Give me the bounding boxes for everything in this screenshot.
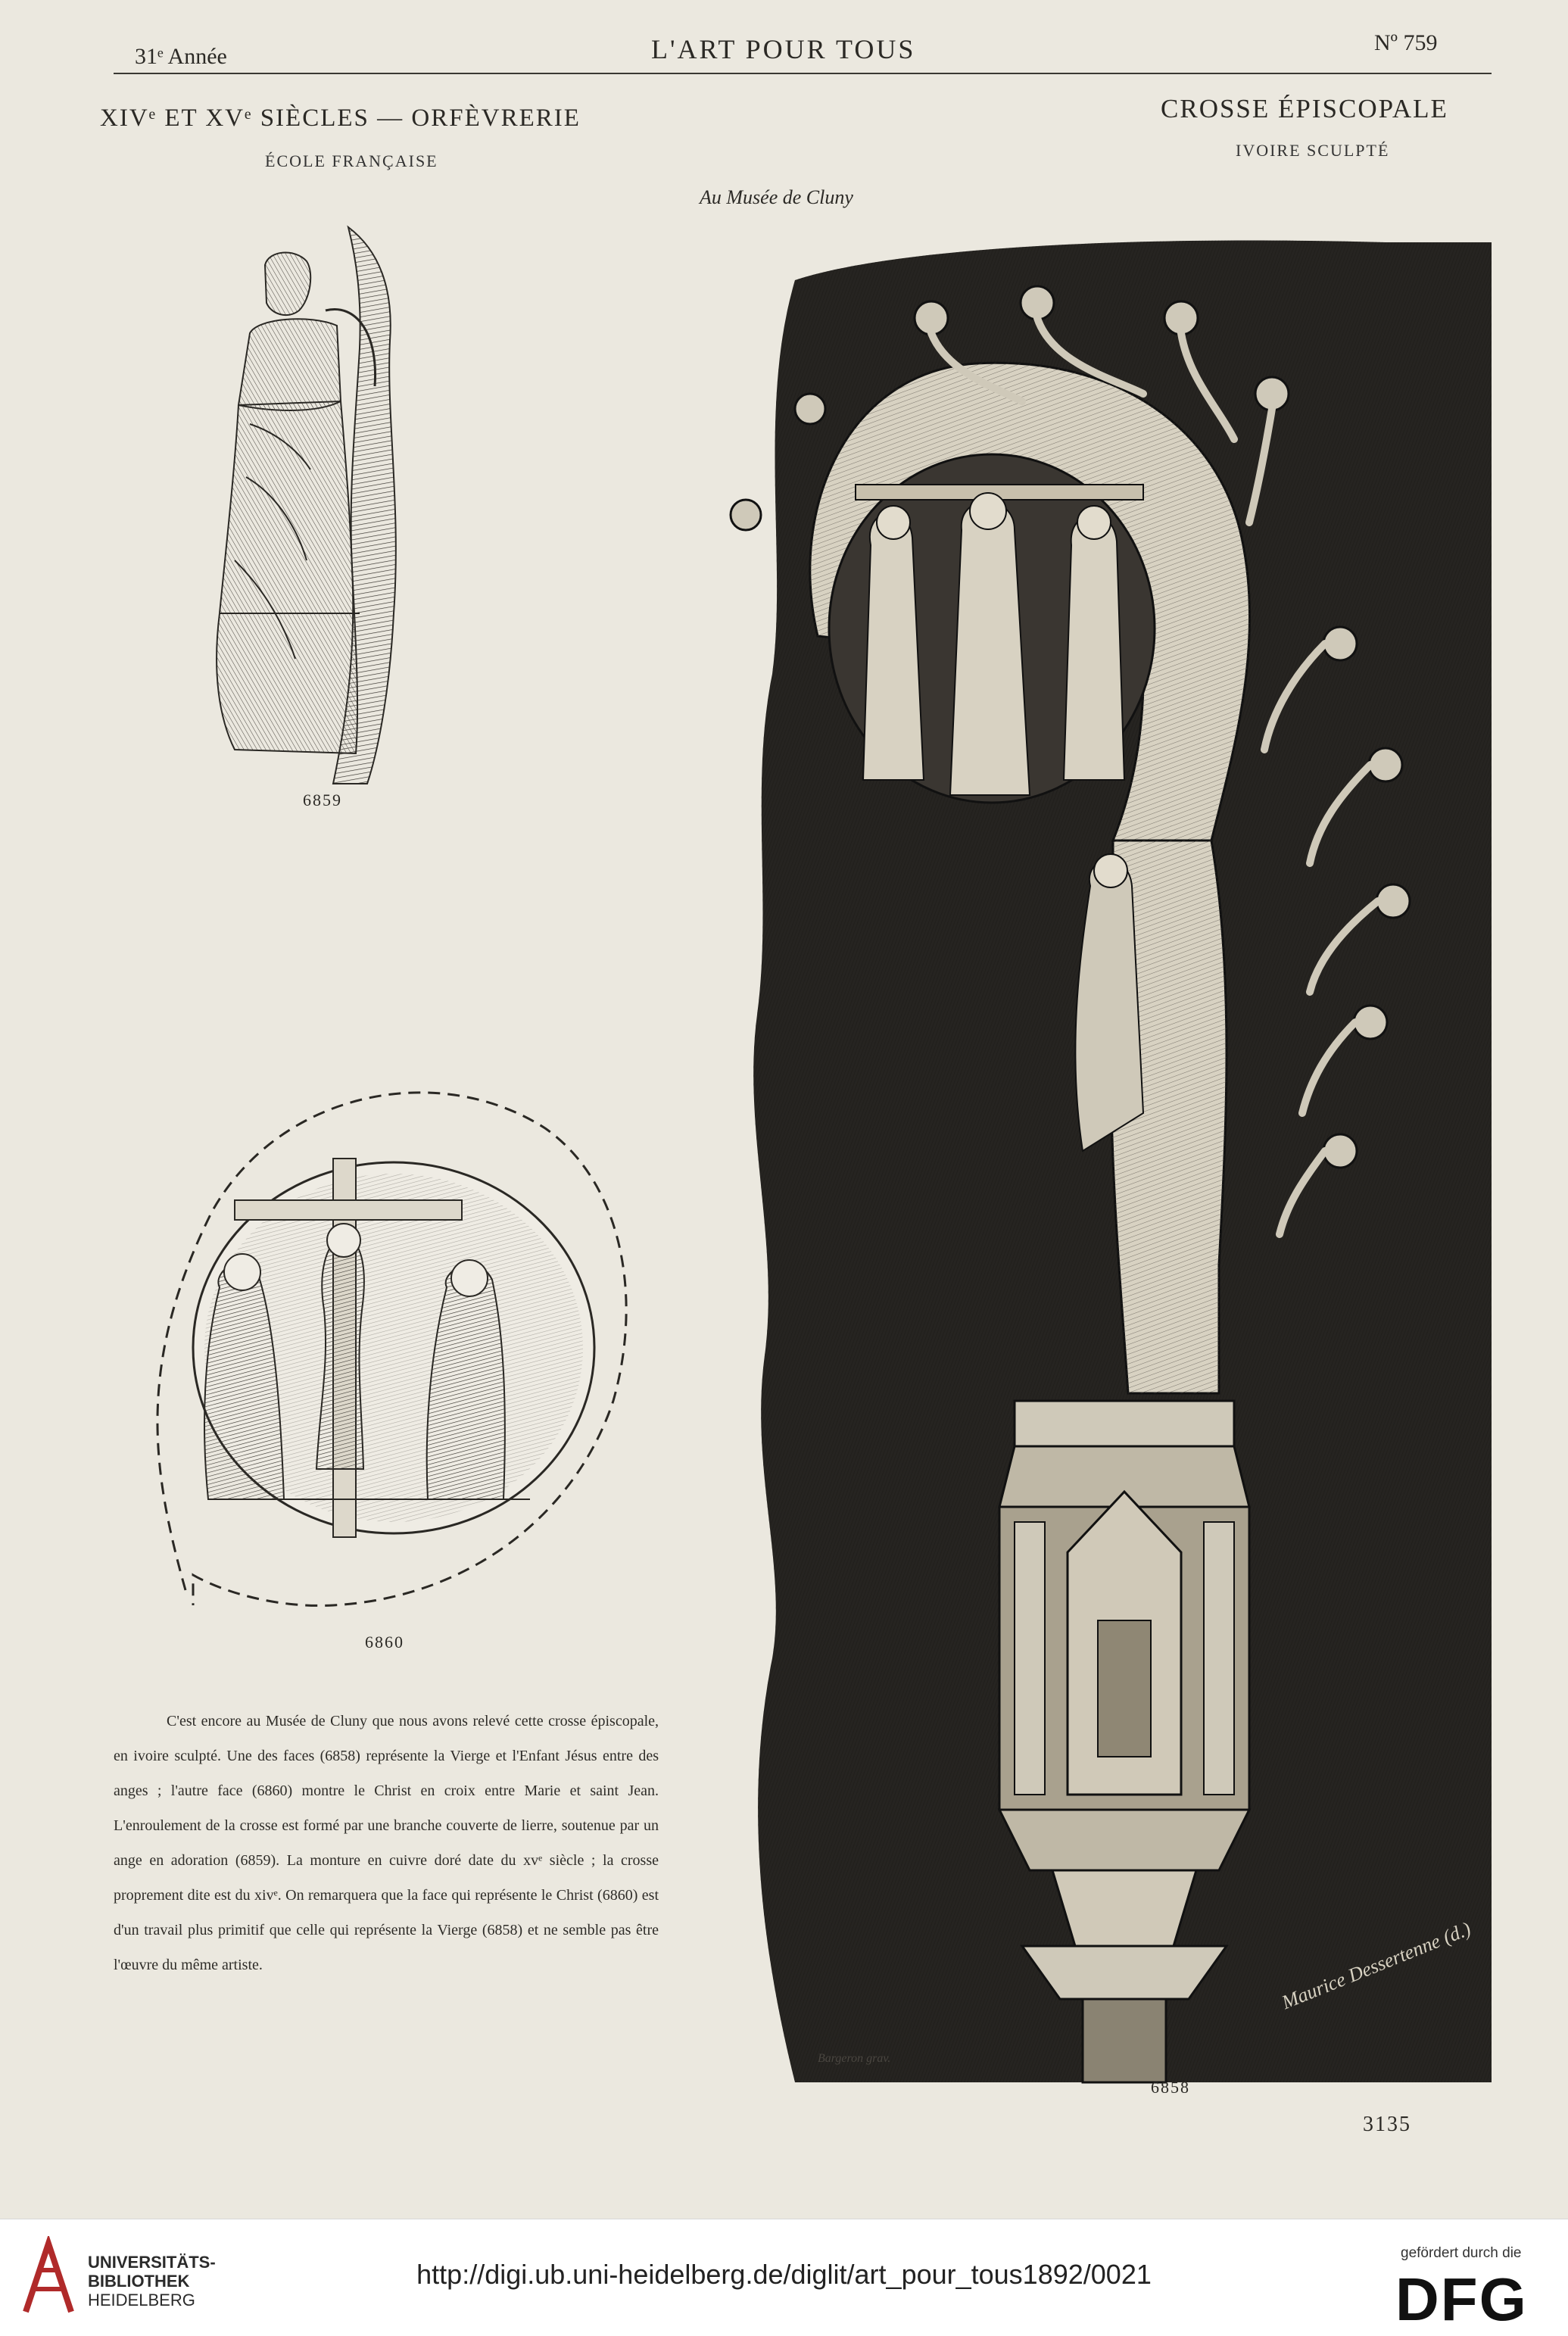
page-number: 3135 [1363, 2113, 1411, 2136]
digital-library-footer [0, 2219, 1568, 2336]
crosier-illustration [659, 220, 1492, 2090]
school-heading: ÉCOLE FRANÇAISE [265, 151, 438, 170]
issue-number: Nº 759 [1374, 30, 1438, 55]
material-heading: IVOIRE SCULPTÉ [1236, 141, 1390, 160]
header-rule [114, 73, 1492, 74]
dfg-logo: DFG [1395, 2266, 1528, 2333]
engraver-signature: Bargeron grav. [818, 2052, 891, 2065]
crucifixion-figure-number: 6860 [365, 1633, 404, 1651]
library-name-line-1: UNIVERSITÄTS- [88, 2253, 216, 2272]
year-label: 31ᵉ Année [135, 44, 227, 69]
funding-note: gefördert durch die [1401, 2245, 1522, 2261]
location-caption: Au Musée de Cluny [700, 186, 853, 208]
crucifixion-medallion [121, 1045, 651, 1636]
library-name-line-3: HEIDELBERG [88, 2291, 195, 2309]
angel-illustration [204, 220, 432, 795]
library-name-line-2: BIBLIOTHEK [88, 2272, 190, 2291]
crosier-figure-number: 6858 [1151, 2078, 1190, 2097]
description-paragraph: C'est encore au Musée de Cluny que nous avons relevé cette crosse épiscopale, en ivoire sculpté. Une des faces (6858) représente la Vierge et l'Enfant Jésus entre des anges ; l'autre face (6860) montre le Christ en croix entre Marie et saint Jean. L'enroulement de la crosse est formé par une branche couverte de lierre, soutenue par un ange en adoration (6859). La monture en cuivre doré date du xvᵉ siècle ; la crosse proprement dite est du xivᵉ. On remarquera que la face qui représente le Christ (6860) est d'un travail plus primitif que celle qui représente la Vierge (6858) et ne semble pas être l'œuvre du même artiste. [114, 1713, 659, 1973]
period-heading: XIVᵉ ET XVᵉ SIÈCLES — ORFÈVRERIE [100, 104, 581, 132]
artist-signature: Maurice Dessertenne (d.) [1278, 1917, 1474, 2014]
journal-title: L'ART POUR TOUS [651, 34, 916, 64]
source-url-link[interactable]: http://digi.ub.uni-heidelberg.de/diglit/art_pour_tous1892/0021 [416, 2259, 1152, 2290]
angel-figure-number: 6859 [303, 791, 342, 809]
subject-heading: CROSSE ÉPISCOPALE [1161, 94, 1448, 123]
